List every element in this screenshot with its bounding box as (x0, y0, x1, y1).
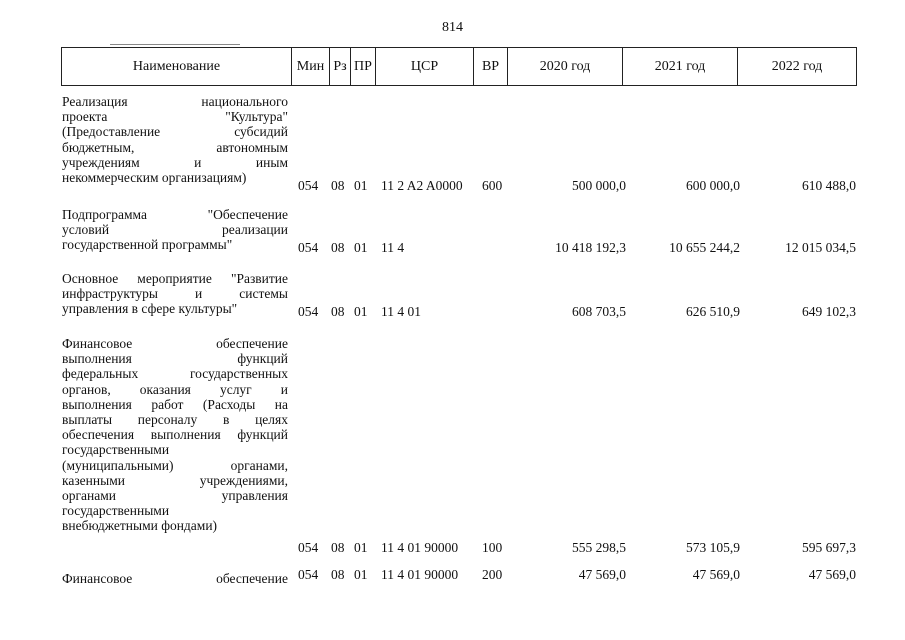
row-name-line: Финансовое обеспечение (62, 336, 288, 351)
row-name-line: органами управления (62, 488, 288, 504)
row-min: 054 (298, 178, 319, 193)
row-pr: 01 (354, 178, 368, 193)
row-min: 054 (298, 304, 319, 319)
col-header-2021: 2021 год (623, 48, 738, 86)
row-value-2021: 600 000,0 (686, 178, 740, 193)
row-csr: 11 4 01 90000 (381, 567, 459, 582)
row-value-2022: 610 488,0 (802, 178, 856, 193)
row-name-line: (муниципальными) органами, (62, 457, 288, 473)
row-name-line: выплаты персоналу в целях (62, 412, 288, 428)
header-divider (110, 44, 240, 45)
row-name-line: выполнения работ (Расходы на (62, 396, 288, 412)
row-name-line: условий реализации (62, 222, 288, 238)
row-vr: 200 (482, 567, 503, 582)
row-name (62, 336, 288, 534)
col-header-rz: Рз (330, 48, 351, 86)
row-name (62, 571, 288, 586)
row-name-line: Подпрограмма "Обеспечение (62, 207, 288, 222)
row-min: 054 (298, 567, 319, 582)
row-csr: 11 4 01 (381, 304, 421, 319)
row-value-2020: 555 298,5 (572, 540, 626, 555)
row-min: 054 (298, 540, 319, 555)
row-csr: 11 2 A2 A0000 (381, 178, 463, 193)
row-pr: 01 (354, 567, 368, 582)
row-name (62, 207, 288, 253)
table-header (61, 47, 857, 86)
row-value-2021: 626 510,9 (686, 304, 740, 319)
row-value-2020: 10 418 192,3 (555, 240, 626, 255)
col-header-min: Мин (292, 48, 330, 86)
row-name (62, 271, 288, 317)
row-value-2022: 649 102,3 (802, 304, 856, 319)
col-header-csr: ЦСР (376, 48, 474, 86)
row-pr: 01 (354, 304, 368, 319)
row-name-line: инфраструктуры и системы (62, 286, 288, 302)
row-name-line: Финансовое обеспечение (62, 571, 288, 586)
row-rz: 08 (331, 178, 345, 193)
row-value-2020: 47 569,0 (578, 567, 626, 582)
row-name-line: государственными (62, 442, 170, 458)
row-name-line: бюджетным, автономным (62, 139, 288, 155)
row-vr: 100 (482, 540, 503, 555)
row-rz: 08 (331, 567, 345, 582)
row-name-line: Реализация национального (62, 94, 288, 109)
row-value-2020: 608 703,5 (572, 304, 626, 319)
row-name-line: учреждениям и иным (62, 154, 288, 170)
row-value-2022: 47 569,0 (808, 567, 856, 582)
row-csr: 11 4 (381, 240, 405, 255)
row-name-line: государственными (62, 503, 170, 519)
row-name-line: казенными учреждениями, (62, 472, 288, 488)
row-value-2021: 10 655 244,2 (669, 240, 740, 255)
row-pr: 01 (354, 240, 368, 255)
row-rz: 08 (331, 540, 345, 555)
row-csr: 11 4 01 90000 (381, 540, 459, 555)
row-value-2022: 12 015 034,5 (785, 240, 856, 255)
row-value-2021: 47 569,0 (692, 567, 740, 582)
row-name-line: Основное мероприятие "Развитие (62, 271, 288, 286)
row-value-2021: 573 105,9 (686, 540, 740, 555)
row-rz: 08 (331, 304, 345, 319)
row-name-line: (Предоставление субсидий (62, 124, 288, 140)
row-name-line: выполнения функций (62, 351, 288, 367)
row-name-line: внебюджетными фондами) (62, 518, 218, 534)
row-value-2020: 500 000,0 (572, 178, 626, 193)
page-number: 814 (442, 20, 463, 35)
row-name-line: государственной программы" (62, 237, 233, 253)
col-header-pr: ПР (351, 48, 376, 86)
row-min: 054 (298, 240, 319, 255)
row-name-line: управления в сфере культуры" (62, 301, 238, 317)
row-name-line: проекта "Культура" (62, 109, 288, 125)
col-header-vr: ВР (474, 48, 508, 86)
row-vr: 600 (482, 178, 503, 193)
col-header-name: Наименование (62, 48, 292, 86)
row-value-2022: 595 697,3 (802, 540, 856, 555)
row-name (62, 94, 288, 185)
col-header-2020: 2020 год (508, 48, 623, 86)
row-name-line: обеспечения выполнения функций (62, 427, 288, 443)
row-rz: 08 (331, 240, 345, 255)
row-name-line: некоммерческим организациям) (62, 170, 247, 186)
col-header-2022: 2022 год (738, 48, 857, 86)
row-name-line: органов, оказания услуг и (62, 381, 288, 397)
row-pr: 01 (354, 540, 368, 555)
row-name-line: федеральных государственных (62, 366, 288, 382)
